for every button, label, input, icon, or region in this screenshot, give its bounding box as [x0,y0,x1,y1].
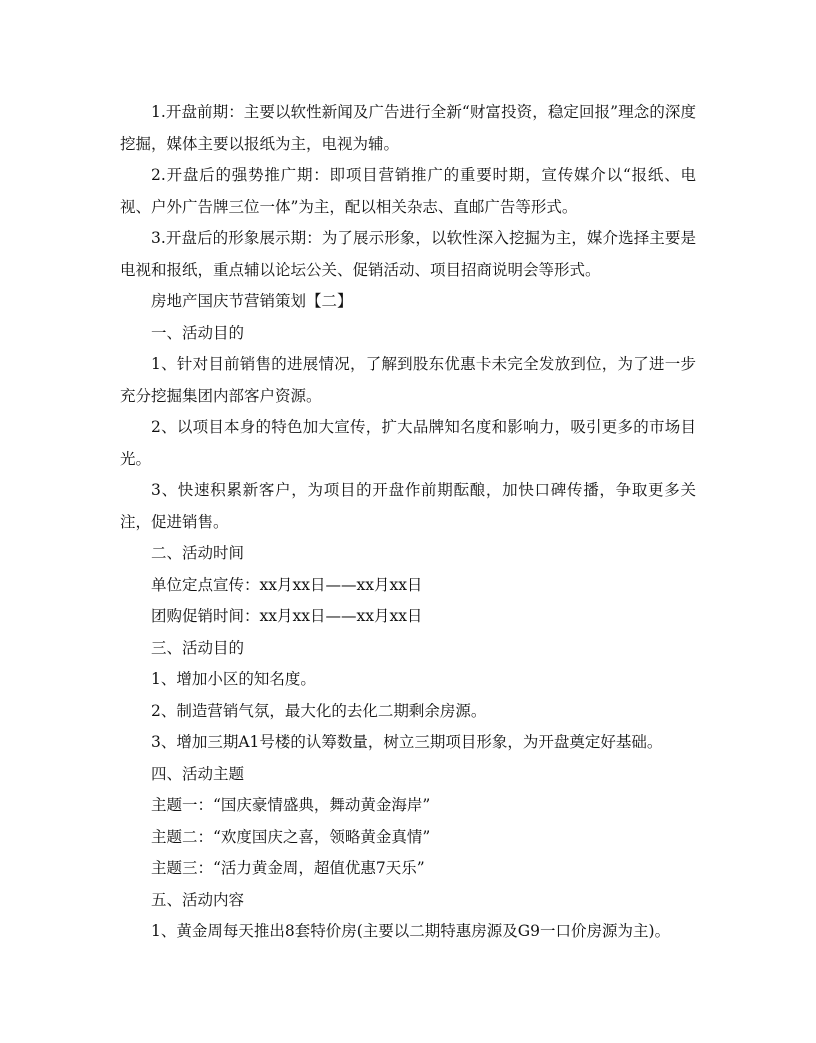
paragraph-goal-3: 3、增加三期A1号楼的认筹数量，树立三期项目形象，为开盘奠定好基础。 [151,733,663,751]
paragraph-purpose-3: 3、快速积累新客户，为项目的开盘作前期酝酿，加快口碑传播，争取更多关注，促进销售。 [120,481,696,531]
heading-activity-theme: 四、活动主题 [151,764,245,783]
paragraph-image-display: 3.开盘后的形象展示期：为了展示形象，以软性深入挖掘为主，媒介选择主要是电视和报纸，重点辅以论坛公关、促销活动、项目招商说明会等形式。 [120,229,696,279]
line-theme-3: 主题三：“活力黄金周，超值优惠7天乐” [151,859,425,877]
paragraph-goal-1: 1、增加小区的知名度。 [151,670,316,688]
paragraph-content-1: 1、黄金周每天推出8套特价房(主要以二期特惠房源及G9一口价房源为主)。 [151,922,671,940]
line-unit-promotion-time: 单位定点宣传：xx月xx日——xx月xx日 [151,575,423,594]
line-theme-2: 主题二：“欢度国庆之喜，领略黄金真情” [151,827,431,846]
paragraph-purpose-2: 2、以项目本身的特色加大宣传，扩大品牌知名度和影响力，吸引更多的市场目光。 [120,418,696,468]
paragraph-purpose-1: 1、针对目前销售的进展情况，了解到股东优惠卡未完全发放到位，为了进一步充分挖掘集团内部客户资源。 [120,355,696,405]
section-title: 房地产国庆节营销策划【二】 [151,292,353,310]
line-group-purchase-time: 团购促销时间：xx月xx日——xx月xx日 [151,607,423,625]
paragraph-pre-opening: 1.开盘前期：主要以软性新闻及广告进行全新“财富投资，稳定回报”理念的深度挖掘，媒体主要以报纸为主，电视为辅。 [120,103,696,153]
heading-activity-goals: 三、活动目的 [151,638,245,657]
line-theme-1: 主题一：“国庆豪情盛典，舞动黄金海岸” [151,796,431,814]
heading-activity-content: 五、活动内容 [151,890,245,909]
paragraph-strong-promotion: 2.开盘后的强势推广期：即项目营销推广的重要时期，宣传媒介以“报纸、电视、户外广告牌三位一体”为主，配以相关杂志、直邮广告等形式。 [120,166,696,216]
document-body [120,97,696,948]
paragraph-goal-2: 2、制造营销气氛，最大化的去化二期剩余房源。 [151,701,487,720]
heading-activity-time: 二、活动时间 [151,544,245,562]
heading-activity-purpose: 一、活动目的 [151,323,245,342]
